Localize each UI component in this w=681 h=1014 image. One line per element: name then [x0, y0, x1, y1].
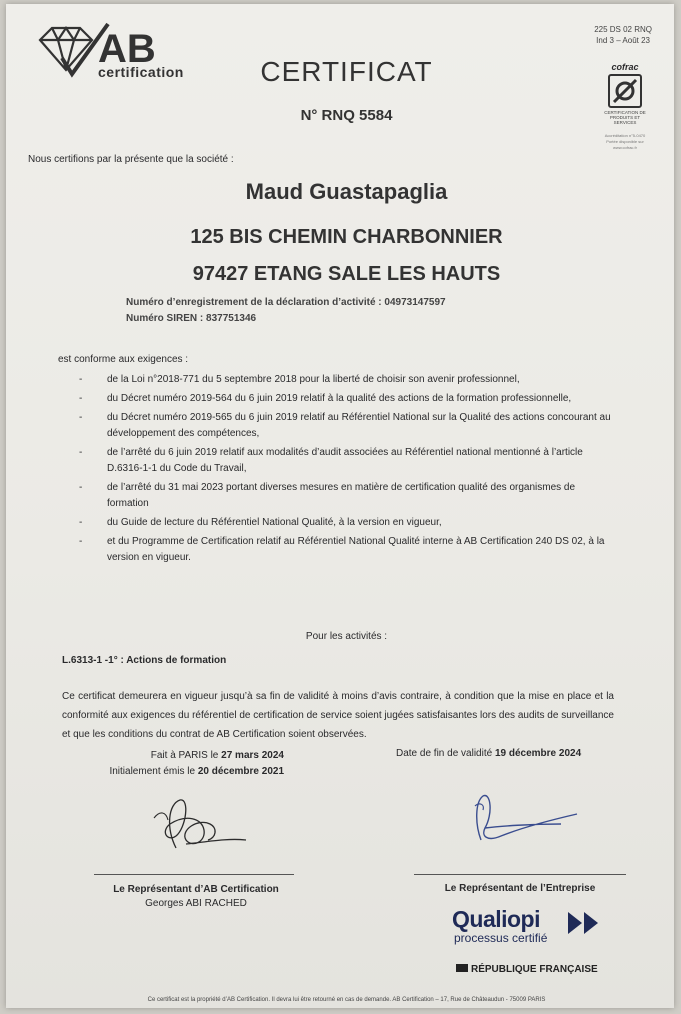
certificate-page: [6, 4, 674, 1008]
registration-number: Numéro d’enregistrement de la déclaration d’activité : 04973147597: [126, 297, 446, 308]
signature-line-company: [414, 874, 626, 875]
cofrac-accreditation: Accréditation n°5-0470 Portée disponible sur www.cofrac.fr: [604, 133, 646, 150]
document-reference: [594, 24, 652, 46]
certificate-title: CERTIFICAT: [260, 56, 433, 87]
company-representative-signature: [461, 784, 591, 854]
signature-line-ab: [94, 874, 294, 875]
activity-item: L.6313-1 -1° : Actions de formation: [62, 655, 227, 666]
republique-label: RÉPUBLIQUE FRANÇAISE: [471, 964, 598, 975]
qualiopi-logo: [452, 906, 547, 945]
initial-date: 20 décembre 2021: [197, 766, 284, 777]
initial-prefix: Initialement émis le: [109, 766, 196, 777]
company-representative-title: Le Représentant de l’Entreprise: [444, 883, 596, 894]
requirement-item: - de l’arrêté du 31 mai 2023 portant diverses mesures en matière de certification qualité des organismes de formation: [79, 480, 619, 512]
company-address-street: 125 BIS CHEMIN CHARBONNIER: [190, 226, 503, 248]
conformity-heading: est conforme aux exigences :: [58, 354, 189, 365]
company-name: Maud Guastapaglia: [245, 179, 448, 204]
cofrac-name: cofrac: [611, 62, 639, 72]
registration-block: [126, 295, 446, 327]
marianne-icon: [456, 964, 468, 972]
requirement-item: - de l’arrêté du 6 juin 2019 relatif aux modalités d’audit associées au Référentiel national mentionné à l’article D.6316-1-1 du Code du Travail,: [79, 445, 619, 477]
footer-note: Ce certificat est la propriété d’AB Certification. Il devra lui être retourné en cas de demande. AB Certification – 17, Rue de Châteaudun - 75009 PARIS: [147, 997, 546, 1003]
company-address-city: 97427 ETANG SALE LES HAUTS: [192, 263, 501, 285]
requirement-item: - du Décret numéro 2019-565 du 6 juin 2019 relatif au Référentiel National sur la Qualité des actions concourant au développement des compétences,: [79, 410, 619, 442]
ab-representative: [94, 883, 298, 911]
activities-heading: Pour les activités :: [305, 631, 388, 642]
qualiopi-word: Qualiopi: [452, 906, 540, 932]
issue-dates: [88, 748, 284, 780]
expiry-date: 19 décembre 2024: [494, 748, 582, 759]
logo-subtitle: certification: [98, 64, 184, 80]
certificate-number: N° RNQ 5584: [300, 107, 393, 124]
logo-brand: AB: [98, 27, 156, 71]
expiry-prefix: Date de fin de validité: [396, 748, 493, 759]
republique-francaise: [456, 964, 598, 975]
qualiopi-arrows-icon: [568, 910, 606, 936]
qualiopi-subtitle: processus certifié: [454, 931, 548, 945]
cofrac-caption: CERTIFICATION DE PRODUITS ET SERVICES: [604, 110, 646, 125]
made-date: 27 mars 2024: [221, 750, 284, 761]
requirement-item: - et du Programme de Certification relatif au Référentiel National Qualité interne à AB Certification 240 DS 02, à la version en vigueur.: [79, 534, 619, 566]
requirement-item: - de la Loi n°2018-771 du 5 septembre 2018 pour la liberté de choisir son avenir professionnel,: [79, 372, 619, 388]
certificate-intro: Nous certifions par la présente que la société :: [28, 154, 234, 165]
requirement-item: - du Guide de lecture du Référentiel National Qualité, à la version en vigueur,: [79, 515, 619, 531]
reference-index: Ind 3 – Août 23: [596, 36, 650, 45]
reference-code: 225 DS 02 RNQ: [594, 25, 652, 34]
ab-representative-signature: [146, 788, 256, 858]
ab-representative-title: Le Représentant d’AB Certification: [113, 884, 279, 895]
requirement-item: - du Décret numéro 2019-564 du 6 juin 2019 relatif à la qualité des actions de la formation professionnelle,: [79, 391, 619, 407]
expiry-date-line: [396, 748, 581, 759]
ab-representative-name: Georges ABI RACHED: [145, 898, 247, 909]
siren-number: Numéro SIREN : 837751346: [126, 313, 257, 324]
requirements-list: [79, 372, 619, 569]
validity-paragraph: Ce certificat demeurera en vigueur jusqu’à sa fin de validité à moins d’avis contraire, à condition que la mise en place et la conformité aux exigences du référentiel de certification de service soient jugées satisfaisantes lors des audits de surveillance et que les conditions du contrat de AB Certification soient observées.: [62, 691, 614, 740]
made-prefix: Fait à PARIS le: [150, 750, 219, 761]
